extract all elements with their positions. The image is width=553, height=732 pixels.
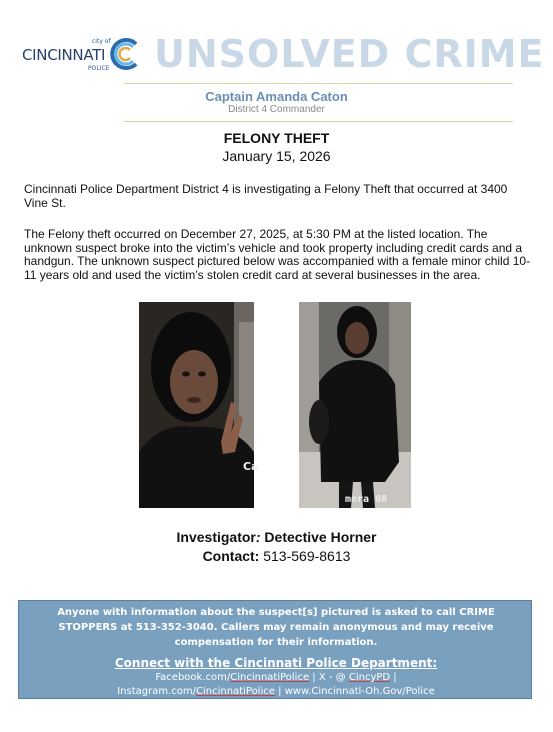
- facebook-prefix: Facebook.com/: [155, 672, 231, 683]
- contact-phone[interactable]: 513-569-8613: [259, 548, 351, 564]
- logo-name: CINCINNATI: [22, 46, 106, 64]
- headline: UNSOLVED CRIME: [154, 32, 545, 76]
- cincinnati-police-logo: [22, 34, 152, 78]
- x-link[interactable]: CincyPD: [348, 672, 391, 683]
- c-logo-icon: [108, 36, 144, 72]
- officer-role: District 4 Commander: [228, 104, 325, 115]
- logo-police: POLICE: [88, 65, 110, 72]
- contact-label: Contact:: [202, 548, 260, 564]
- suspect-photo-1: [139, 302, 259, 508]
- logo-city-of: city of: [92, 38, 111, 45]
- crime-stoppers-info: Anyone with information about the suspect[s] pictured is asked to call CRIME STOPPERS at 513-352-3040. Callers may remain anonymous and may receive compensation for their information.: [57, 607, 495, 648]
- investigator-name: Detective Horner: [260, 529, 377, 545]
- suspect-photo-2: [299, 302, 411, 508]
- investigator-line: [0, 529, 553, 545]
- x-separator: | X - @: [309, 672, 349, 683]
- photo-1-overlay: Ca: [243, 460, 259, 473]
- notice-date: January 15, 2026: [222, 148, 331, 164]
- website-link[interactable]: | www.Cincinnati-Oh.Gov/Police: [274, 686, 435, 697]
- crime-stoppers-box: [18, 600, 532, 699]
- notice-paragraph-2: The Felony theft occurred on December 27, 2025, at 5:30 PM at the listed location. The unknown suspect broke into the victim’s vehicle and took property including credit cards and a handgun. The unknown suspect pictured below was accompanied with a female minor child 10-11 years old and used the victim’s stolen credit card at several businesses in the area.: [24, 227, 531, 282]
- contact-line: [0, 548, 553, 564]
- instagram-prefix: Instagram.com/: [117, 686, 197, 697]
- connect-heading: Connect with the Cincinnati Police Department:: [114, 656, 438, 670]
- divider-top: [123, 83, 513, 84]
- officer-name: Captain Amanda Caton: [205, 89, 348, 104]
- photo-2-overlay: mera 08: [345, 494, 388, 505]
- notice-paragraph-1: Cincinnati Police Department District 4 is investigating a Felony Theft that occurred at 3400 Vine St.: [24, 182, 508, 210]
- investigator-colon: :: [255, 529, 261, 545]
- divider-bottom: [123, 121, 513, 122]
- notice-title: FELONY THEFT: [223, 130, 330, 146]
- header: [22, 30, 545, 80]
- facebook-link[interactable]: CincinnatiPolice: [230, 672, 310, 683]
- social-links: [19, 671, 533, 699]
- instagram-link[interactable]: CincinnatiPolice: [196, 686, 275, 697]
- investigator-label: Investigator: [176, 529, 256, 545]
- x-end: |: [390, 672, 397, 683]
